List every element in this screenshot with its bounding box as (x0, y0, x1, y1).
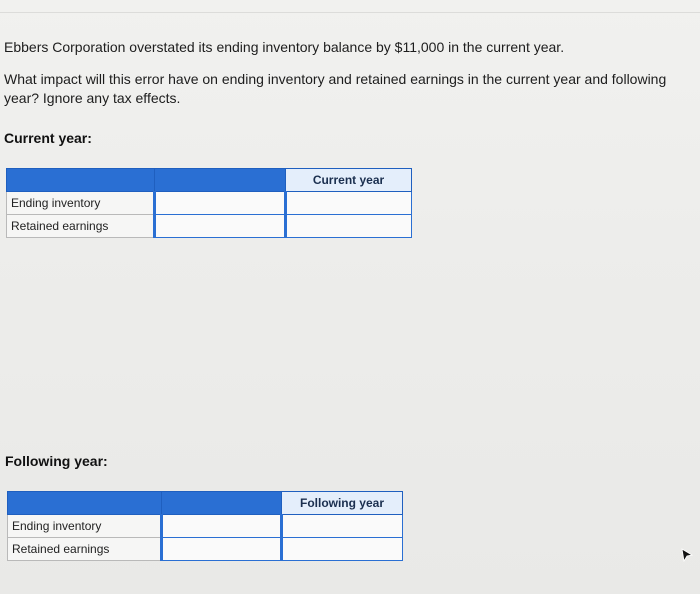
table-row (8, 515, 403, 538)
following-retained-earnings-amount-input[interactable] (282, 538, 403, 561)
current-retained-earnings-dropdown[interactable] (155, 215, 286, 238)
row-label-ending-inventory: Ending inventory (7, 192, 155, 215)
table-header-row (8, 492, 403, 515)
current-retained-earnings-amount-input[interactable] (286, 215, 412, 238)
header-blank-cell (8, 492, 162, 515)
mouse-pointer-icon (680, 548, 694, 562)
following-year-section-title: Following year: (5, 453, 108, 469)
following-year-table (7, 491, 403, 561)
header-blank-cell (162, 492, 282, 515)
top-divider (0, 12, 700, 13)
following-year-column-header: Following year (282, 492, 403, 515)
row-label-retained-earnings: Retained earnings (7, 215, 155, 238)
current-ending-inventory-dropdown[interactable] (155, 192, 286, 215)
question-intro: Ebbers Corporation overstated its ending inventory balance by $11,000 in the current year. (4, 39, 565, 55)
question-prompt: What impact will this error have on ending inventory and retained earnings in the current year and following year? Ignore any tax effects. (4, 71, 667, 106)
following-retained-earnings-dropdown[interactable] (162, 538, 282, 561)
table-row (8, 538, 403, 561)
following-ending-inventory-amount-input[interactable] (282, 515, 403, 538)
current-year-section-title: Current year: (4, 130, 92, 146)
current-year-table (6, 168, 412, 238)
header-blank-cell (7, 169, 155, 192)
table-row (7, 215, 412, 238)
table-header-row (7, 169, 412, 192)
following-ending-inventory-dropdown[interactable] (162, 515, 282, 538)
table-row (7, 192, 412, 215)
current-ending-inventory-amount-input[interactable] (286, 192, 412, 215)
row-label-ending-inventory: Ending inventory (8, 515, 162, 538)
header-blank-cell (155, 169, 286, 192)
current-year-column-header: Current year (286, 169, 412, 192)
row-label-retained-earnings: Retained earnings (8, 538, 162, 561)
